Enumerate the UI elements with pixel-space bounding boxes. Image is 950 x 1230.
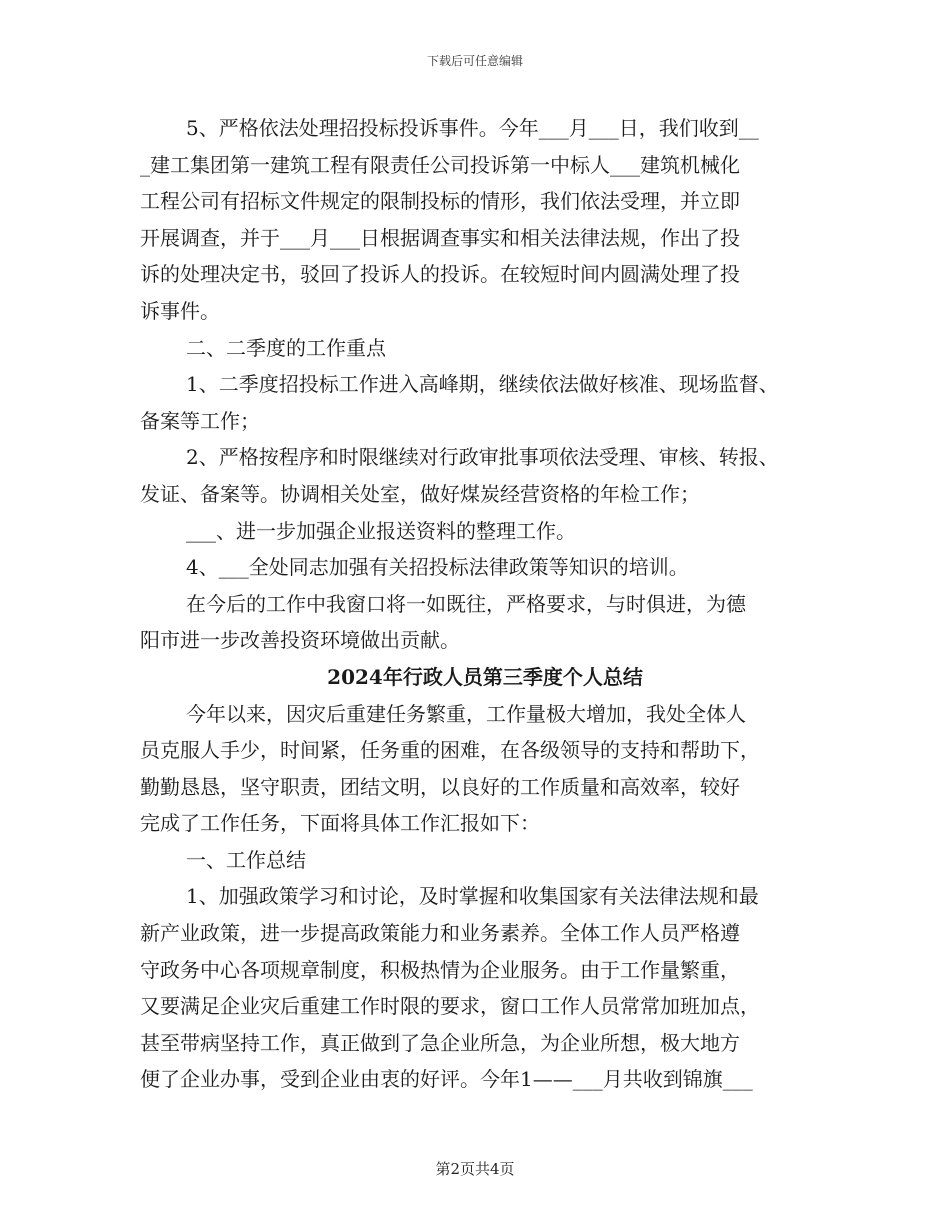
paragraph-line: 守政务中心各项规章制度，积极热情为企业服务。由于工作量繁重，	[140, 957, 740, 982]
paragraph-line: 4、___全处同志加强有关招投标法律政策等知识的培训。	[186, 555, 689, 580]
paragraph-line: 1、二季度招投标工作进入高峰期，继续依法做好核准、现场监督、	[186, 372, 779, 397]
paragraph-line: 诉的处理决定书，驳回了投诉人的投诉。在较短时间内圆满处理了投	[140, 262, 740, 287]
paragraph-line: 诉事件。	[140, 298, 220, 323]
paragraph-line: 勤勤恳恳，坚守职责，团结文明，以良好的工作质量和高效率，较好	[140, 774, 740, 799]
paragraph-line: 2、严格按程序和时限继续对行政审批事项依法受理、审核、转报、	[186, 445, 779, 470]
paragraph-line: 完成了工作任务，下面将具体工作汇报如下：	[140, 811, 540, 836]
paragraph-line: 员克服人手少，时间紧，任务重的困难，在各级领导的支持和帮助下，	[140, 738, 760, 763]
paragraph-line: 甚至带病坚持工作，真正做到了急企业所急，为企业所想，极大地方	[140, 1030, 740, 1055]
paragraph-line: 1、加强政策学习和讨论，及时掌握和收集国家有关法律法规和最	[186, 884, 759, 909]
paragraph-line: 在今后的工作中我窗口将一如既往，严格要求，与时俱进，为德	[186, 591, 746, 616]
paragraph-line: 今年以来，因灾后重建任务繁重，工作量极大增加，我处全体人	[186, 701, 746, 726]
paragraph-line: 开展调查，并于___月___日根据调查事实和相关法律法规，作出了投	[140, 225, 740, 250]
paragraph-line: ___、进一步加强企业报送资料的整理工作。	[186, 518, 576, 543]
page-header: 下载后可任意编辑	[426, 54, 523, 68]
section-heading: 一、工作总结	[186, 847, 306, 872]
paragraph-line: 发证、备案等。协调相关处室，做好煤炭经营资格的年检工作；	[140, 481, 700, 506]
paragraph-line: _建工集团第一建筑工程有限责任公司投诉第一中标人___建筑机械化	[140, 152, 740, 177]
paragraph-line: 备案等工作；	[140, 408, 260, 433]
paragraph-line: 便了企业办事，受到企业由衷的好评。今年1——___月共收到锦旗___	[140, 1067, 753, 1092]
page-footer: 第2页共4页	[435, 1160, 515, 1178]
document-title: 2024年行政人员第三季度个人总结	[327, 664, 643, 689]
paragraph-line: 新产业政策，进一步提高政策能力和业务素养。全体工作人员严格遵	[140, 921, 740, 946]
paragraph-line: 阳市进一步改善投资环境做出贡献。	[140, 628, 460, 653]
paragraph-line: 5、严格依法处理招投标投诉事件。今年___月___日，我们收到__	[186, 116, 759, 140]
section-heading: 二、二季度的工作重点	[186, 335, 386, 360]
paragraph-line: 工程公司有招标文件规定的限制投标的情形，我们依法受理，并立即	[140, 189, 740, 214]
document-body	[140, 110, 830, 1098]
paragraph-line: 又要满足企业灾后重建工作时限的要求，窗口工作人员常常加班加点，	[140, 994, 760, 1019]
